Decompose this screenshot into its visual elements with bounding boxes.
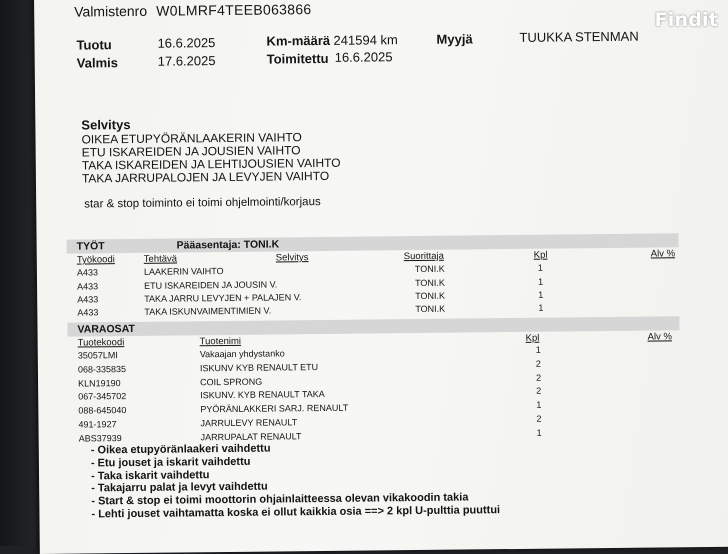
varaosat-row-code: 067-345702 — [78, 391, 127, 402]
varaosat-row-code: 088-645040 — [78, 405, 127, 416]
tyot-col-qty: Kpl — [533, 249, 548, 261]
tuotu-label: Tuotu — [76, 37, 112, 53]
varaosat-col-code: Tuotekoodi — [77, 337, 125, 349]
tyot-header-band — [67, 233, 679, 253]
varaosat-col-qty: Kpl — [525, 332, 540, 344]
varaosat-row-qty: 1 — [536, 427, 542, 438]
varaosat-row-qty: 2 — [535, 372, 542, 383]
varaosat-row-code: 491-1927 — [78, 419, 117, 430]
tyot-row-qty: 1 — [537, 262, 543, 273]
tyot-col-by: Suorittaja — [403, 250, 444, 263]
work-notes — [91, 440, 500, 521]
note-line: - Etu jouset ja iskarit vaihdettu — [90, 455, 251, 470]
varaosat-row-qty: 2 — [535, 358, 541, 369]
varaosat-row-name: ISKUNV KYB RENAULT ETU — [199, 362, 319, 374]
km-label: Km-määrä — [266, 32, 331, 49]
tyot-col-vat: Alv % — [650, 248, 676, 260]
myyja-value: TUUKKA STENMAN — [519, 28, 639, 45]
varaosat-row-code: 35057LMI — [77, 350, 118, 361]
km-value: 241594 km — [333, 32, 398, 48]
selvitys-line: TAKA JARRUPALOJEN JA LEVYJEN VAIHTO — [81, 168, 330, 186]
varaosat-row-name: PYÖRÄNLAKKERI SARJ. RENAULT — [200, 402, 349, 415]
tyot-row-task: LAAKERIN VAIHTO — [143, 266, 224, 277]
note-line: - Taka iskarit vaihdettu — [90, 468, 210, 483]
varaosat-row-code: KLN19190 — [78, 378, 121, 389]
selvitys-line: OIKEA ETUPYÖRÄNLAAKERIN VAIHTO — [81, 130, 302, 147]
selvitys-note: star & stop toiminto ei toimi ohjelmointi/korjaus — [84, 196, 321, 211]
toimitettu-value: 16.6.2025 — [334, 49, 393, 65]
tyot-row-qty: 1 — [538, 302, 544, 313]
tyot-col-code: Työkoodi — [76, 254, 115, 266]
tyot-row-code: A433 — [77, 307, 99, 318]
valmis-label: Valmis — [76, 55, 119, 71]
toimitettu-label: Toimitettu — [266, 50, 329, 67]
varaosat-row-qty: 2 — [536, 385, 542, 396]
tuotu-value: 16.6.2025 — [157, 35, 216, 51]
tyot-col-selvitys: Selvitys — [275, 252, 309, 264]
tyot-mechanic: Pääasentaja: TONI.K — [176, 238, 280, 252]
varaosat-row-code: 068-335835 — [77, 364, 127, 375]
varaosat-row-name: COIL SPRONG — [200, 376, 263, 388]
note-line: - Lehti jouset vaihtamatta koska ei ollut kaikkia osia ==> 2 kpl U-pulttia puuttui — [91, 504, 501, 521]
tyot-row-by: TONI.K — [414, 263, 445, 275]
tyot-row-task: TAKA ISKUNVAIMENTIMIEN V. — [144, 305, 272, 317]
valmis-value: 17.6.2025 — [157, 53, 216, 69]
findit-watermark-logo: Findit — [654, 9, 718, 31]
varaosat-header-band — [67, 316, 679, 336]
tyot-row-code: A433 — [76, 267, 99, 278]
note-line: - Start & stop ei toimi moottorin ohjainlaitteessa olevan vikakoodin takia — [91, 491, 469, 508]
note-line: - Oikea etupyöränlaakeri vaihdettu — [90, 442, 271, 457]
vin-value: W0LMRF4TEEB063866 — [156, 1, 312, 19]
tyot-row-qty: 1 — [538, 289, 544, 300]
varaosat-row-qty: 1 — [536, 399, 542, 410]
selvitys-title: Selvitys — [81, 116, 131, 133]
varaosat-col-name: Tuotenimi — [199, 335, 242, 348]
varaosat-title: VARAOSAT — [77, 322, 135, 336]
varaosat-row-code: ABS37939 — [78, 433, 122, 444]
service-invoice-document — [34, 0, 728, 554]
varaosat-row-qty: 1 — [535, 344, 541, 355]
tyot-row-by: TONI.K — [414, 277, 445, 289]
photo-background-left — [0, 0, 36, 546]
tyot-row-task: TAKA JARRU LEVYJEN + PALAJEN V. — [144, 292, 302, 304]
tyot-col-task: Tehtävä — [143, 253, 178, 265]
selvitys-list — [81, 131, 340, 186]
tyot-row-code: A433 — [77, 294, 99, 305]
vin-label: Valmistenro — [74, 2, 148, 20]
varaosat-row-qty: 2 — [536, 413, 542, 424]
tyot-row-by: TONI.K — [415, 303, 446, 315]
tyot-row-code: A433 — [77, 281, 99, 292]
selvitys-line: ETU ISKAREIDEN JA JOUSIEN VAIHTO — [81, 143, 301, 160]
varaosat-row-name: Vakaajan yhdystanko — [199, 348, 285, 360]
varaosat-col-vat: Alv % — [647, 331, 672, 343]
tyot-row-by: TONI.K — [415, 290, 446, 302]
varaosat-row-name: JARRULEVY RENAULT — [200, 417, 298, 429]
selvitys-line: TAKA ISKAREIDEN JA LEHTIJOUSIEN VAIHTO — [81, 155, 341, 173]
tyot-row-task: ETU ISKAREIDEN JA JOUSIN V. — [144, 279, 278, 291]
note-line: - Takajarru palat ja levyt vaihdettu — [91, 480, 268, 495]
myyja-label: Myyjä — [436, 31, 473, 47]
varaosat-row-name: JARRUPALAT RENAULT — [200, 431, 302, 443]
varaosat-row-name: ISKUNV. KYB RENAULT TAKA — [200, 388, 325, 401]
tyot-row-qty: 1 — [537, 276, 544, 287]
tyot-title: TYÖT — [76, 240, 105, 253]
